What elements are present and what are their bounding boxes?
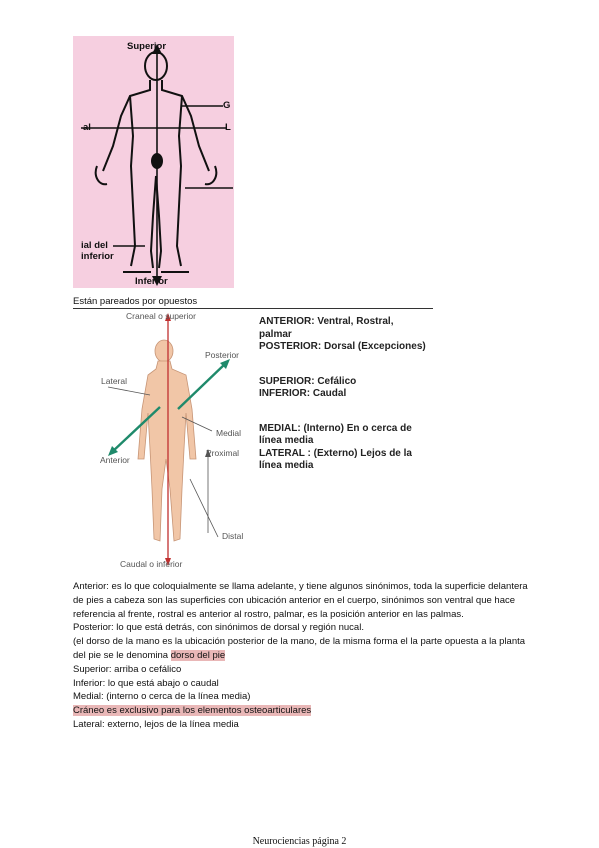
def-lateral-line1: LATERAL : (Externo) Lejos de la (259, 447, 412, 459)
def-anterior-line2: palmar (259, 328, 292, 340)
page-footer: Neurociencias página 2 (252, 836, 347, 847)
label-distal: Distal (222, 531, 244, 541)
label-right-small: G (223, 100, 231, 111)
definitions-block (259, 316, 439, 473)
note-superior: Superior: arriba o cefálico (73, 663, 182, 675)
anatomical-position-figure (73, 36, 234, 288)
def-medial-line1: MEDIAL: (Interno) En o cerca de (259, 422, 412, 434)
def-lateral-line2: línea media (259, 460, 314, 471)
note-posterior: Posterior: lo que está detrás, con sinónimos de dorsal y región nucal. (73, 622, 364, 634)
note-anterior: Anterior: es lo que coloquialmente se llama adelante, y tiene algunos sinónimos, toda la superficie delantera de pies a cabeza son las superficies con ubicación anterior en el cuerpo, sinónimos son ventral que hace referencia al frente, rostral es anterior al rostro, palmar, es la posición anterior en las palmas. (73, 581, 528, 620)
notes-body (73, 580, 528, 732)
label-medial: Medial (216, 428, 242, 438)
def-anterior-line1: ANTERIOR: Ventral, Rostral, (259, 316, 394, 327)
note-dorso (73, 635, 528, 663)
highlight-craneo: Cráneo es exclusivo para los elementos osteoarticulares (73, 705, 312, 717)
label-left-partial: al (83, 122, 91, 133)
def-inferior: INFERIOR: Caudal (259, 388, 347, 399)
label-bottom-left-1: ial del (81, 240, 108, 251)
directional-terms-figure (90, 309, 252, 571)
label-superior: Superior (127, 41, 167, 52)
note-inferior: Inferior: lo que está abajo o caudal (73, 677, 219, 689)
note-lateral: Lateral: externo, lejos de la línea media (73, 718, 239, 730)
label-craneal-superior: Craneal o superior (126, 311, 196, 321)
label-bottom-left-2: inferior (81, 251, 114, 262)
highlight-dorso-del-pie: dorso del pie (170, 649, 226, 661)
note-dorso-text: (el dorso de la mano es la ubicación posterior de la mano, de la misma forma el la parte opuesta a la planta del pie se le denomina (73, 636, 526, 661)
figure-caption: Están pareados por opuestos (73, 296, 198, 307)
note-medial: Medial: (interno o cerca de la línea media) (73, 691, 251, 703)
label-anterior: Anterior (100, 455, 130, 465)
label-posterior: Posterior (205, 350, 240, 360)
label-lateral: Lateral (101, 376, 127, 386)
def-superior: SUPERIOR: Cefálico (259, 375, 357, 387)
label-right-partial: L (225, 122, 231, 133)
label-inferior: Inferior (135, 276, 168, 287)
label-proximal: Proximal (206, 448, 240, 458)
def-medial-line2: línea media (259, 435, 314, 446)
note-craneo (73, 704, 528, 718)
def-posterior: POSTERIOR: Dorsal (Excepciones) (259, 341, 426, 352)
label-caudal-inferior: Caudal o inferior (120, 559, 183, 569)
